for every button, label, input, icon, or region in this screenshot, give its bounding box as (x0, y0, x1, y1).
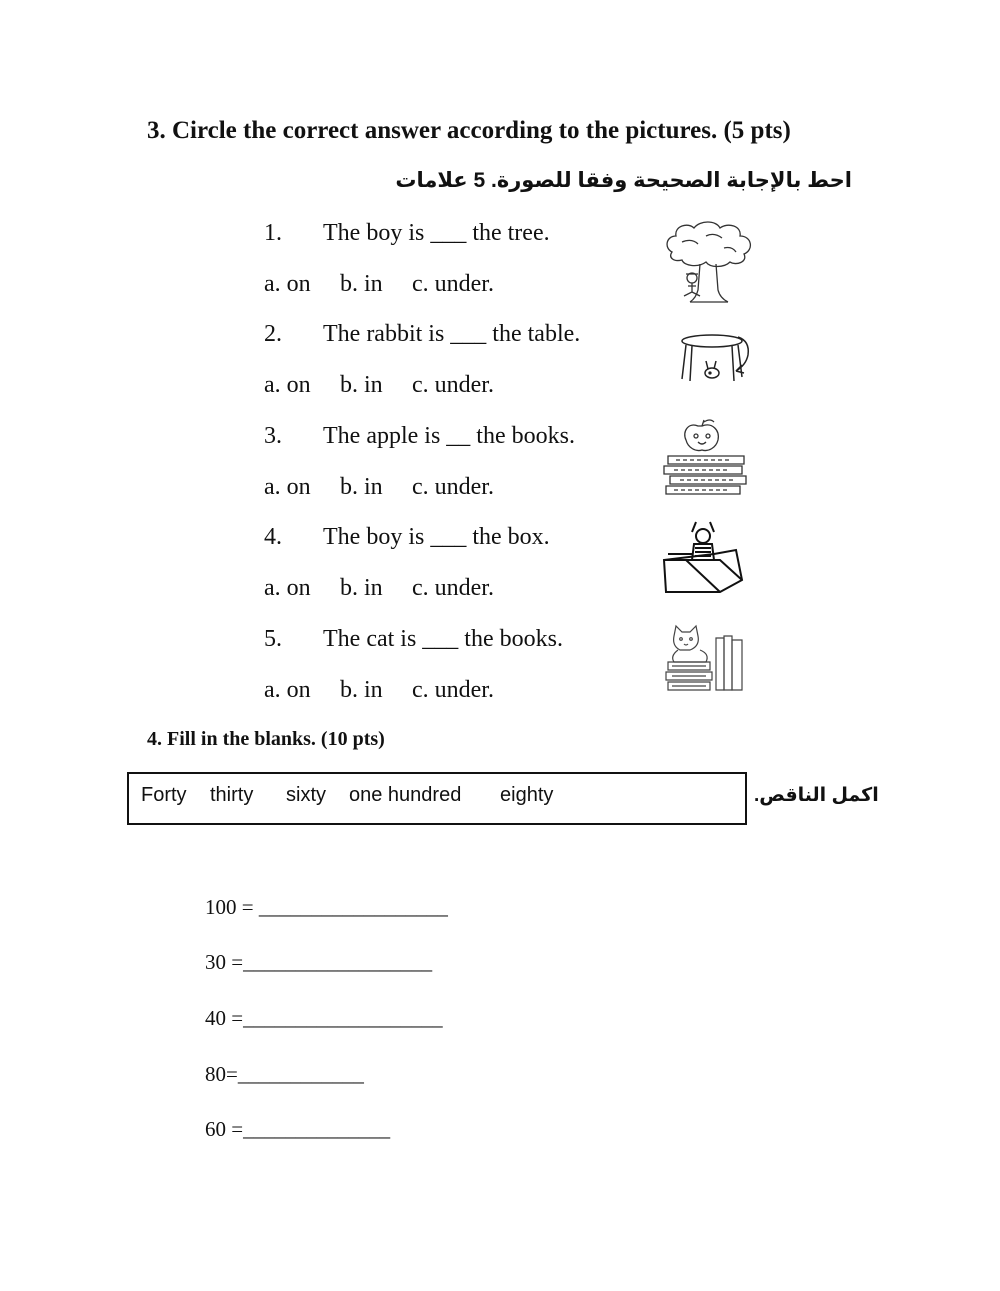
section-4-arabic-instruction: اكمل الناقص. (754, 785, 879, 806)
apple-on-books-illustration (660, 418, 750, 496)
option-c[interactable]: c. under. (412, 474, 494, 500)
word-bank-item: eighty (500, 784, 554, 806)
fill-blank-line[interactable]: 40 =___________________ (205, 1006, 443, 1030)
word-bank-item: thirty (210, 784, 254, 806)
section-4-title: 4. Fill in the blanks. (10 pts) (147, 728, 385, 750)
option-a[interactable]: a. on (264, 271, 311, 297)
fill-blank-line[interactable]: 80=____________ (205, 1062, 364, 1086)
question-1-text: The boy is ___ the tree. (323, 220, 550, 246)
rabbit-under-table-illustration (678, 331, 756, 387)
word-bank-item: sixty (286, 784, 326, 806)
question-3-number: 3. (264, 423, 282, 449)
cat-on-books-illustration (660, 624, 750, 692)
word-bank-box (127, 772, 747, 825)
option-c[interactable]: c. under. (412, 372, 494, 398)
question-4-text: The boy is ___ the box. (323, 524, 550, 550)
option-a[interactable]: a. on (264, 575, 311, 601)
option-a[interactable]: a. on (264, 677, 311, 703)
fill-blank-line[interactable]: 100 = __________________ (205, 895, 448, 919)
question-4-number: 4. (264, 524, 282, 550)
option-b[interactable]: b. in (340, 474, 383, 500)
question-5-text: The cat is ___ the books. (323, 626, 563, 652)
word-bank-item: Forty (141, 784, 187, 806)
question-1-number: 1. (264, 220, 282, 246)
section-3-title: 3. Circle the correct answer according to the pictures. (5 pts) (147, 117, 791, 144)
option-b[interactable]: b. in (340, 575, 383, 601)
word-bank-item: one hundred (349, 784, 462, 806)
option-b[interactable]: b. in (340, 677, 383, 703)
option-a[interactable]: a. on (264, 474, 311, 500)
option-c[interactable]: c. under. (412, 575, 494, 601)
option-c[interactable]: c. under. (412, 677, 494, 703)
question-3-text: The apple is __ the books. (323, 423, 575, 449)
question-3-options (264, 474, 494, 501)
boy-in-box-illustration (662, 520, 748, 596)
option-b[interactable]: b. in (340, 372, 383, 398)
question-4-options (264, 575, 494, 602)
question-5-number: 5. (264, 626, 282, 652)
fill-blank-line[interactable]: 60 =______________ (205, 1117, 391, 1141)
option-b[interactable]: b. in (340, 271, 383, 297)
question-2-number: 2. (264, 321, 282, 347)
boy-under-tree-illustration (662, 218, 756, 304)
question-5-options (264, 677, 494, 704)
option-a[interactable]: a. on (264, 372, 311, 398)
option-c[interactable]: c. under. (412, 271, 494, 297)
question-2-text: The rabbit is ___ the table. (323, 321, 581, 347)
fill-blank-line[interactable]: 30 =__________________ (205, 950, 433, 974)
question-2-options (264, 372, 494, 399)
question-1-options (264, 271, 494, 298)
section-3-arabic-instruction: احط بالإجابة الصحيحة وفقا للصورة. 5 علامات (395, 169, 852, 192)
